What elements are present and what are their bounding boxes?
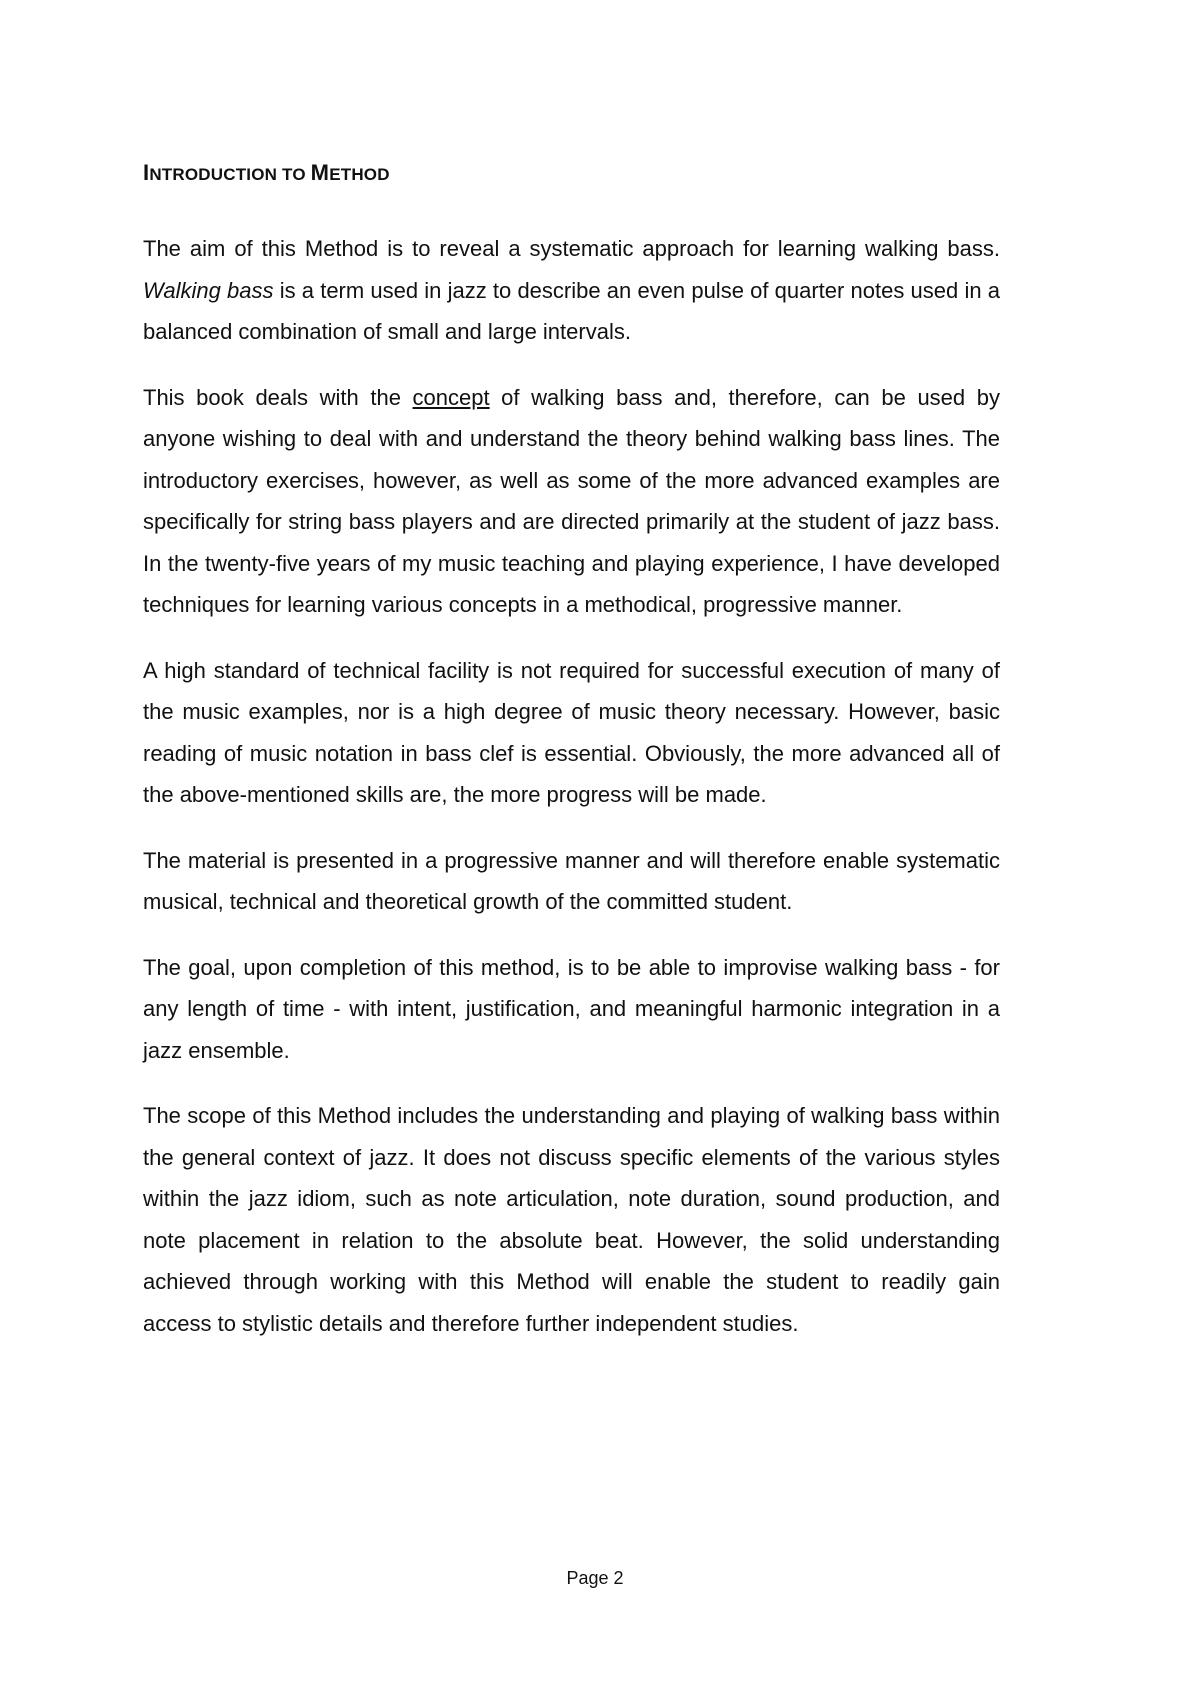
concept-underlined-word: concept xyxy=(412,384,490,410)
heading-word-3: ETHOD xyxy=(329,165,390,184)
paragraph-concept-text-2: of walking bass and, therefore, can be used by anyone wishing to deal with and understand the theory behind walking bass lines. The introductory exercises, however, as well as some of the more advanced examples are specifically for string bass players and are directed primarily at the student of jazz bass. In the twenty-five years of my music teaching and playing experience, I have developed techniques for learning various concepts in a methodical, progressive manner. xyxy=(143,384,1000,617)
paragraph-requirements: A high standard of technical facility is not required for successful execution of many of the music examples, nor is a high degree of music theory necessary. However, basic reading of music notation in bass clef is essential. Obviously, the more advanced all of the above-mentioned skills are, the more progress will be made. xyxy=(143,657,1000,807)
page-number: Page 2 xyxy=(566,1568,624,1588)
heading-word-1: NTRODUCTION xyxy=(149,165,278,184)
walking-bass-term: Walking bass xyxy=(143,277,274,303)
paragraph-concept-text-1: This book deals with the xyxy=(143,384,413,410)
paragraph-concept xyxy=(143,377,1000,626)
paragraph-scope: The scope of this Method includes the understanding and playing of walking bass within the general context of jazz. It does not discuss specific elements of the various styles within the jazz idiom, such as note articulation, note duration, sound production, and note placement in relation to the absolute beat. However, the solid understanding achieved through working with this Method will enable the student to readily gain access to stylistic details and therefore further independent studies. xyxy=(143,1103,1000,1336)
heading-second-cap: M xyxy=(310,160,330,185)
page-content xyxy=(143,158,1000,1368)
paragraph-goal: The goal, upon completion of this method, is to be able to improvise walking bass - for any length of time - with intent, justification, and meaningful harmonic integration in a jazz ensemble. xyxy=(143,954,1000,1063)
paragraph-aim xyxy=(143,228,1000,353)
heading-initial-cap: I xyxy=(143,160,150,185)
paragraph-aim-text-2: is a term used in jazz to describe an even pulse of quarter notes used in a balanced combination of small and large intervals. xyxy=(143,277,1000,344)
paragraph-progression: The material is presented in a progressive manner and will therefore enable systematic musical, technical and theoretical growth of the committed student. xyxy=(143,847,1000,914)
section-heading xyxy=(143,158,1000,190)
paragraph-aim-text-1: The aim of this Method is to reveal a systematic approach for learning walking bass. xyxy=(143,236,1000,261)
heading-word-2: TO xyxy=(277,165,311,184)
